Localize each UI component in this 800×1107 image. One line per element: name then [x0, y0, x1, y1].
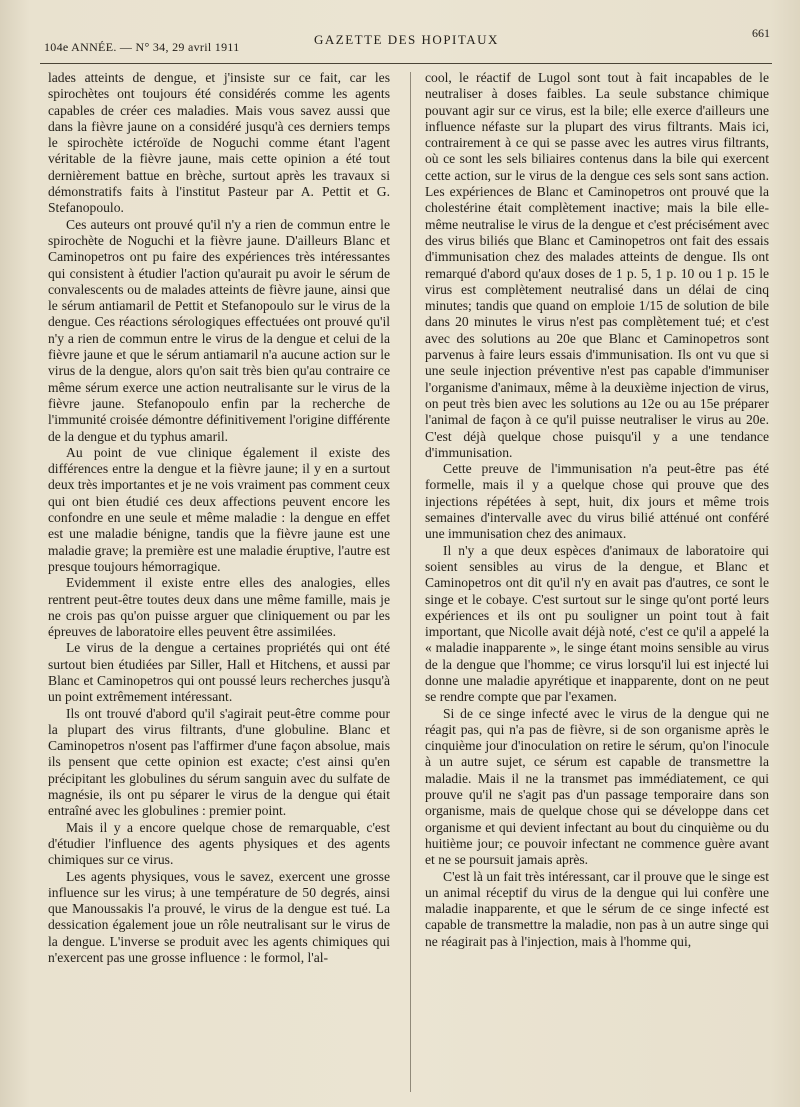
paragraph: Ces auteurs ont prouvé qu'il n'y a rien de commun entre le spirochète de Noguchi et la fièvre jaune. D'ailleurs Blanc et Caminopetros ont pu faire des expériences très intéressantes qui consistent à étudier l'action qu'aurait pu avoir le sérum de convalescents ou de malades atteints de fièvre jaune, ainsi que le sérum antiamaril de Pettit et Stefanopoulo sur le virus de la dengue. Ces réactions sérologiques effectuées ont prouvé qu'il n'y a rien de commun entre le virus de la dengue et celui de la fièvre jaune et que le sérum antiamaril n'a aucune action sur le virus de la dengue, alors qu'on sait très bien qu'au contraire ce même sérum exerce une action neutralisante sur le virus de la fièvre jaune. Stefanopoulo enfin par la recherche de l'immunité croisée démontre définitivement l'origine différente de la dengue et du typhus amaril. — [48, 216, 390, 444]
page-header — [44, 26, 770, 62]
paragraph: Si de ce singe infecté avec le virus de la dengue qui ne réagit pas, qui n'a pas de fièvre, si de son organisme après le cinquième jour d'inoculation on retire le sérum, qu'on l'inocule à un autre sujet, ce sérum est capable de transmettre la maladie. Mais il ne la transmet pas immédiatement, ce qui prouve qu'il ne s'agit pas d'un passage temporaire dans son organisme, mais de quelque chose qui se développe dans cet organisme et qui devient infectant au bout du cinquième ou du huitième jour; ce pouvoir infectant ne commence guère avant et ne se poursuit jamais après. — [425, 705, 769, 868]
header-rule — [40, 63, 772, 64]
paragraph: Cette preuve de l'immunisation n'a peut-être pas été formelle, mais il y a quelque chose qui prouve que des injections répétées à sept, huit, dix jours et même trois semaines d'intervalle avec du virus bilié atténué ont conféré une immunisation chez des animaux. — [425, 461, 769, 542]
paragraph: Ils ont trouvé d'abord qu'il s'agirait peut-être comme pour la plupart des virus filtrants, d'une globuline. Blanc et Caminopetros n'osent pas l'affirmer d'une façon absolue, mais ils pensent que cette opinion est exacte; c'est ainsi qu'en précipitant les globulines du sérum sanguin avec du sulfate de magnésie, ils ont pu séparer le virus de la dengue qui était entraîné avec les globulines : premier point. — [48, 705, 390, 819]
paragraph: Mais il y a encore quelque chose de remarquable, c'est d'étudier l'influence des agents physiques et des agents chimiques sur ce virus. — [48, 819, 390, 868]
paragraph: Evidemment il existe entre elles des analogies, elles rentrent peut-être toutes deux dans une même famille, mais je ne crois pas qu'on puisse arguer que cliniquement ou par les épreuves de laboratoire elles peuvent être assimilées. — [48, 575, 390, 640]
paragraph: Il n'y a que deux espèces d'animaux de laboratoire qui soient sensibles au virus de la dengue, et Blanc et Caminopetros ont dit qu'il n'y en avait pas d'autres, ce sont le singe et le cobaye. C'est surtout sur le singe qu'ont porté leurs expériences et ils ont pu souligner un point tout à fait important, que Nicolle avait déjà noté, c'est ce qu'il a appelé la « maladie inapparente », le singe étant moins sensible au virus de la dengue que l'homme; ce virus lorsqu'il lui est injecté lui donne une maladie apyrétique et inapparente, dont on ne peut se rendre compte que par l'examen. — [425, 542, 769, 705]
issue-info: 104e ANNÉE. — N° 34, 29 avril 1911 — [44, 40, 240, 54]
paragraph: lades atteints de dengue, et j'insiste sur ce fait, car les spirochètes ont toujours été considérés comme les agents capables de créer ces maladies. Mais vous savez aussi que dans la fièvre jaune on a considéré jusqu'à ces derniers temps le spirochète ictéroïde de Noguchi comme étant l'agent véritable de la fièvre jaune, mais cette opinion a été tout dernièrement battue en brèche, surtout après les travaux si démonstratifs faits à l'institut Pasteur par A. Pettit et G. Stefanopoulo. — [48, 70, 390, 216]
journal-title: GAZETTE DES HOPITAUX — [314, 32, 499, 47]
paragraph: Les agents physiques, vous le savez, exercent une grosse influence sur les virus; à une température de 50 degrés, ainsi que Manoussakis l'a prouvé, le virus de la dengue est tué. La dessication également joue un rôle neutralisant sur le virus de la dengue. L'inverse se produit avec les agents chimiques qui n'exercent pas une grosse influence : le formol, l'al- — [48, 868, 390, 966]
paragraph: Le virus de la dengue a certaines propriétés qui ont été surtout bien étudiées par Siller, Hall et Hitchens, et aussi par Blanc et Caminopetros qui ont poussé leurs recherches jusqu'à un point extrêmement intéressant. — [48, 640, 390, 705]
paragraph: Au point de vue clinique également il existe des différences entre la dengue et la fièvre jaune; il y en a surtout deux très importantes et je ne vois vraiment pas comment ceux qui ont bien étudié ces deux affections peuvent encore les confondre en une seule et même maladie : la dengue en effet est une maladie bénigne, tandis que la fièvre jaune est une maladie grave; la première est une maladie éruptive, l'autre est presque toujours hémorragique. — [48, 444, 391, 574]
column-divider — [410, 72, 411, 1092]
paragraph: C'est là un fait très intéressant, car il prouve que le singe est un animal réceptif du virus de la dengue qui lui confère une maladie inapparente, et que le sérum de ce singe infecté est capable de transmettre la maladie, non pas à un autre singe qui ne réagirait pas à l'injection, mais à l'homme qui, — [425, 868, 769, 949]
page-number: 661 — [752, 26, 770, 40]
paragraph: cool, le réactif de Lugol sont tout à fait incapables de le neutraliser à doses faibles. La seule substance chimique pouvant agir sur ce virus, est la bile; elle exerce d'ailleurs une influence néfaste sur la plupart des virus filtrants. Mais ici, contrairement à ce qui se passe avec les autres virus filtrants, où ce sont les sels biliaires contenus dans la bile qui exercent cette action, sur le virus de la dengue ces sels sont sans action. Les expériences de Blanc et Caminopetros ont prouvé que la cholestérine était complètement inactive; mais la bile elle-même neutralise le virus de la dengue et c'est précisément avec des virus biliés que Blanc et Caminopetros ont fait des essais d'immunisation chez des malades atteints de dengue. Ils ont remarqué d'abord qu'aux doses de 1 p. 5, 1 p. 10 ou 1 p. 15 le virus est complètement neutralisé dans un délai de cinq minutes; tandis que quand on emploie 1/15 de solution de bile dans 20 minutes le virus n'est pas complètement tué; et c'est avec des solutions au 20e que Blanc et Caminopetros sont parvenus à faire leurs essais d'immunisation. Ils ont vu que si une seule injection préventive n'est pas capable d'immuniser l'organisme d'animaux, même à la deuxième injection de virus, on peut très bien avec les solutions au 12e ou au 15e préparer l'animal de façon à ce qu'il puisse neutraliser le virus au 20e. C'est déjà quelque chose puisqu'il y a une tendance d'immunisation. — [425, 70, 769, 460]
left-column — [48, 70, 390, 966]
right-column — [425, 70, 769, 950]
